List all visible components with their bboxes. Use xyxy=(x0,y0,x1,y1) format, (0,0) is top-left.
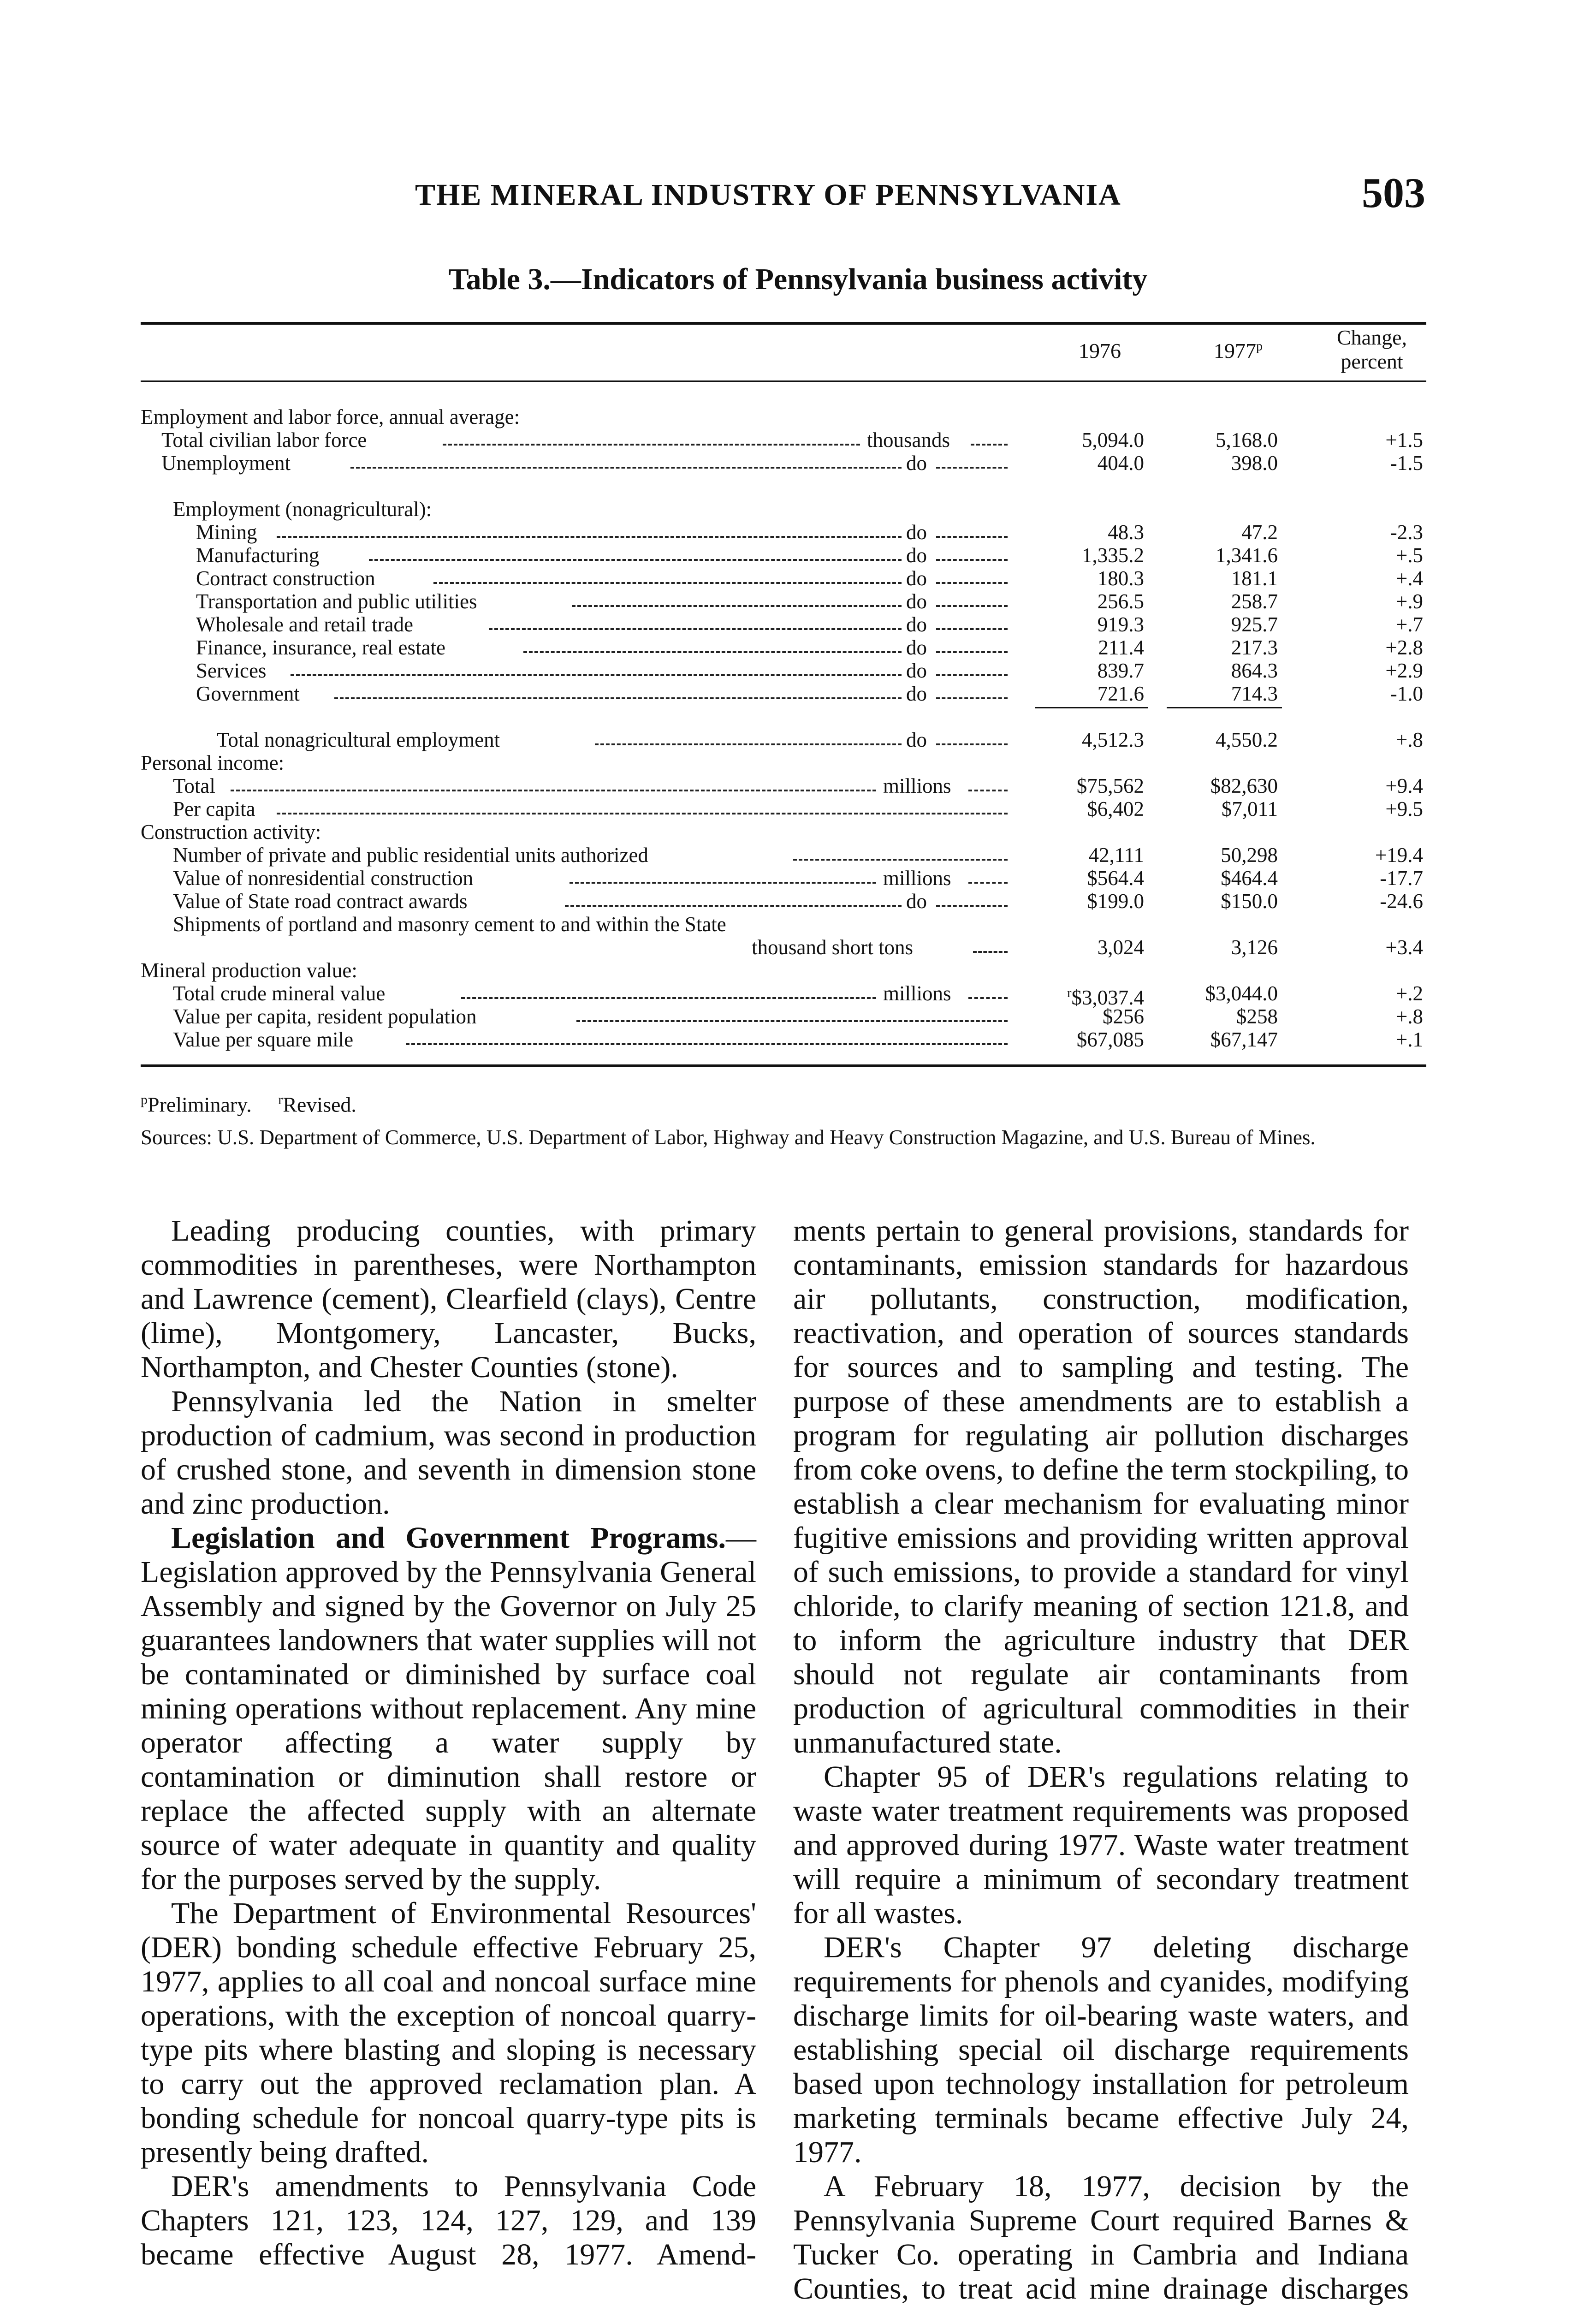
paragraph: ments pertain to general provisions, standards for contaminants, emission standards for hazardous air pollutants, construction, modification, reactivation, and operation of sources standards for sources and to sampling and testing. The purpose of these amendments are to establish a program for regulating air pollution discharges from coke ovens, to define the term stockpiling, to establish a clear mechanism for evaluating minor fugitive emissions and providing written approval of such emissions, to provide a standard for vinyl chloride, to clarify meaning of section 121.8, and to inform the agriculture industry that DER should not regulate air contaminants from production of agricultural commodities in their unmanufactured state. xyxy=(793,1214,1409,1759)
table-row: Mineral production value: xyxy=(141,959,357,982)
table-row: Employment (nonagricultural): xyxy=(173,498,432,521)
paragraph: Legislation and Government Programs.—Legislation approved by the Pennsylvania General Assembly and signed by the Governor on July 25 guarantees landowners that water supplies will not be contaminated or diminished by surface coal mining operations without replacement. Any mine operator affecting a water supply by contamination or diminution shall restore or replace the affected supply with an alternate source of water adequate in quantity and quality for the purposes served by the supply. xyxy=(141,1521,756,1896)
sum-rule-1977 xyxy=(1167,707,1282,708)
table-row: Number of private and public residential units authorized 42,111 50,298 +19.4 xyxy=(173,844,1423,867)
section-heading: Legislation and Government Programs. xyxy=(171,1521,726,1555)
column-header-1977: 1977$^p$ xyxy=(1214,339,1263,363)
table-bottom-rule xyxy=(141,1064,1426,1067)
table-row: Employment and labor force, annual average: xyxy=(141,405,520,428)
table-row: Finance, insurance, real estate do 211.4 217.3 +2.8 xyxy=(196,636,1423,659)
table-row: Services do 839.7 864.3 +2.9 xyxy=(196,659,1423,682)
paragraph: A February 18, 1977, decision by the Pennsylvania Supreme Court required Barnes & Tucker Co. operating in Cambria and Indiana Counties, to treat acid mine drainage discharges xyxy=(793,2169,1409,2306)
table-row: Mining do 48.3 47.2 -2.3 xyxy=(196,521,1423,544)
table-row: Value per square mile $67,085 $67,147 +.1 xyxy=(173,1028,1423,1051)
table-row: Contract construction do 180.3 181.1 +.4 xyxy=(196,567,1423,590)
sum-rule-1976 xyxy=(1035,707,1148,708)
paragraph: DER's Chapter 97 deleting discharge requirements for phenols and cyanides, modifying discharge limits for oil-bearing waste waters, and establishing special oil discharge requirements based upon technology installation for petroleum marketing terminals became effective July 24, 1977. xyxy=(793,1931,1409,2169)
table-row: Value of nonresidential construction millions $564.4 $464.4 -17.7 xyxy=(173,867,1423,890)
paragraph: Pennsylvania led the Nation in smelter production of cadmium, was second in production of crushed stone, and seventh in dimension stone and zinc production. xyxy=(141,1385,756,1521)
table-row: Unemployment do 404.0 398.0 -1.5 xyxy=(161,452,1423,475)
text-column-left xyxy=(141,1214,756,2272)
table-row: thousand short tons 3,024 3,126 +3.4 xyxy=(752,936,1423,959)
table-row: Manufacturing do 1,335.2 1,341.6 +.5 xyxy=(196,544,1423,567)
column-header-change: Change, percent xyxy=(1336,326,1407,373)
paragraph: DER's amendments to Pennsylvania Code Chapters 121, 123, 124, 127, 129, and 139 became effective August 28, 1977. Amend- xyxy=(141,2169,756,2271)
table-row: Total crude mineral value millions $^r$\$3,037.4 $3,044.0 +.2 xyxy=(173,982,1423,1009)
table-row: Value per capita, resident population $256 $258 +.8 xyxy=(173,1005,1423,1028)
column-header-1976: 1976 xyxy=(1079,339,1121,363)
table-row: Wholesale and retail trade do 919.3 925.7 +.7 xyxy=(196,613,1423,636)
table-footnotes: $^p$Preliminary. $^r$Revised. xyxy=(141,1092,356,1117)
table-row: Total millions $75,562 $82,630 +9.4 xyxy=(173,774,1423,797)
running-head: THE MINERAL INDUSTRY OF PENNSYLVANIA xyxy=(415,178,1121,212)
table-row: Total civilian labor force thousands 5,094.0 5,168.0 +1.5 xyxy=(161,428,1423,452)
table-row: Shipments of portland and masonry cement to and within the State xyxy=(173,913,726,936)
table-row: Total nonagricultural employment do 4,512.3 4,550.2 +.8 xyxy=(217,728,1423,751)
table-row: Government do 721.6 714.3 -1.0 xyxy=(196,682,1423,705)
table-title: Table 3.—Indicators of Pennsylvania business activity xyxy=(448,262,1148,296)
table-row: Value of State road contract awards do $199.0 $150.0 -24.6 xyxy=(173,890,1423,913)
paragraph: Leading producing counties, with primary commodities in parentheses, were Northampton and Lawrence (cement), Clearfield (clays), Centre (lime), Montgomery, Lancaster, Bucks, Northampton, and Chester Counties (stone). xyxy=(141,1214,756,1384)
table-row: Construction activity: xyxy=(141,820,321,844)
table-sources: Sources: U.S. Department of Commerce, U.S. Department of Labor, Highway and Heavy Construction Magazine, and U.S. Bureau of Mines. xyxy=(141,1126,1316,1149)
page-number: 503 xyxy=(1362,169,1425,216)
paragraph: Chapter 95 of DER's regulations relating to waste water treatment requirements was proposed and approved during 1977. Waste water treatment will require a minimum of secondary treatment for all wastes. xyxy=(793,1760,1409,1930)
text-column-right xyxy=(793,1214,1409,2306)
table-header-rule xyxy=(141,380,1426,382)
table-row: Personal income: xyxy=(141,751,285,774)
table-top-rule xyxy=(141,322,1426,325)
paragraph: The Department of Environmental Resources' (DER) bonding schedule effective February 25, 1977, applies to all coal and noncoal surface mine operations, with the exception of noncoal quarry-type pits where blasting and sloping is necessary to carry out the approved reclamation plan. A bonding schedule for noncoal quarry-type pits is presently being drafted. xyxy=(141,1896,756,2169)
table-row: Transportation and public utilities do 256.5 258.7 +.9 xyxy=(196,590,1423,613)
table-row: Per capita $6,402 $7,011 +9.5 xyxy=(173,797,1423,820)
